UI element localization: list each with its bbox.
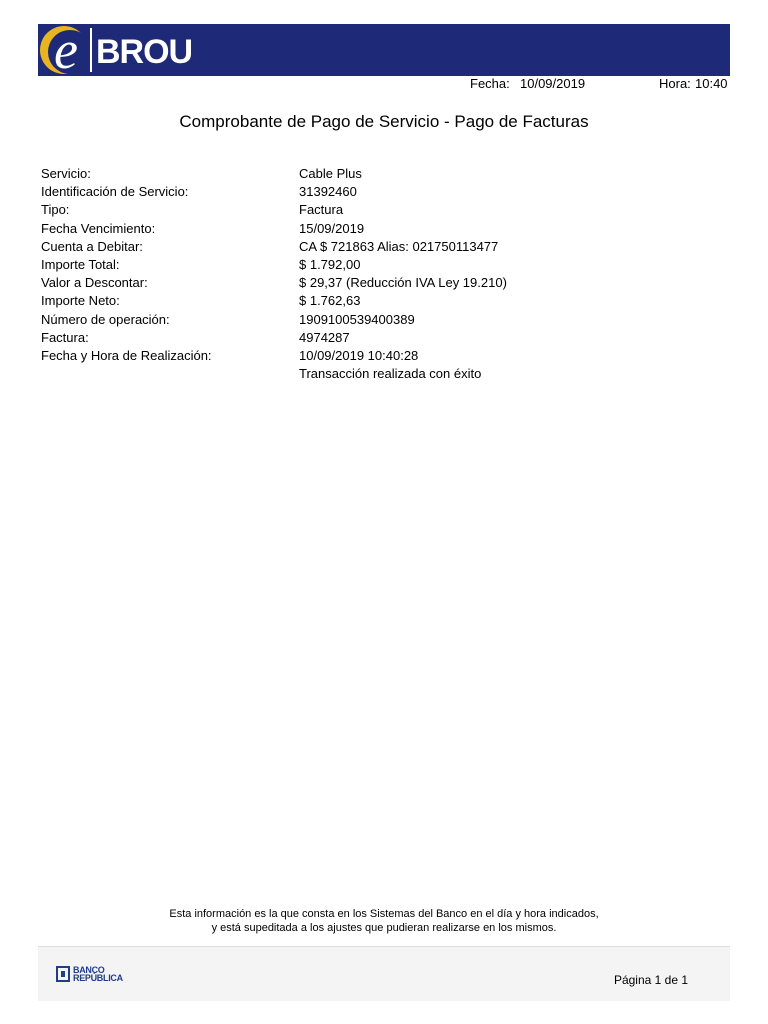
field-value: 1909100539400389 xyxy=(299,311,415,327)
field-value: Cable Plus xyxy=(299,166,362,181)
page-footer xyxy=(38,946,730,1001)
field-label: Tipo: xyxy=(41,202,70,218)
field-value: $ 29,37 (Reducción IVA Ley 19.210) xyxy=(299,275,507,291)
header-bar xyxy=(38,20,730,80)
disclaimer-line: Esta información es la que consta en los Sistemas del Banco en el día y hora indicados, xyxy=(169,908,599,920)
banco-republica-logo xyxy=(56,964,146,986)
field-label: Servicio: xyxy=(41,166,91,181)
bank-emblem-icon xyxy=(56,966,70,982)
bank-name-line2: REPÚBLICA xyxy=(73,973,123,983)
field-label: Fecha Vencimiento: xyxy=(41,220,156,236)
status-message: Transacción realizada con éxito xyxy=(299,366,482,382)
field-value: 10/09/2019 10:40:28 xyxy=(299,347,419,363)
hora-label: Hora: xyxy=(659,76,691,91)
field-label: Fecha y Hora de Realización: xyxy=(41,347,212,363)
fecha-label: Fecha: xyxy=(470,76,510,91)
disclaimer xyxy=(0,907,768,935)
bank-name-line1: BANCO xyxy=(73,965,105,975)
fecha-value: 10/09/2019 xyxy=(520,76,586,91)
logo-text: BROU xyxy=(96,33,193,71)
field-label: Cuenta a Debitar: xyxy=(41,238,143,254)
field-label: Factura: xyxy=(41,329,89,345)
disclaimer-line: y está supeditada a los ajustes que pudieran realizarse en los mismos. xyxy=(211,922,557,934)
logo-letter: e xyxy=(54,20,78,80)
field-label: Valor a Descontar: xyxy=(41,275,148,291)
field-value: 15/09/2019 xyxy=(299,220,365,236)
field-value: Factura xyxy=(299,202,344,218)
field-value: $ 1.792,00 xyxy=(299,256,361,272)
field-label: Identificación de Servicio: xyxy=(41,184,189,200)
field-value: 4974287 xyxy=(299,329,350,345)
field-label: Número de operación: xyxy=(41,311,170,327)
field-label: Importe Neto: xyxy=(41,293,120,309)
field-value: $ 1.762,63 xyxy=(299,293,361,309)
field-value: 31392460 xyxy=(299,184,357,200)
ebrou-logo-icon xyxy=(40,20,88,80)
page-title: Comprobante de Pago de Servicio - Pago de Facturas xyxy=(179,112,589,131)
field-label: Importe Total: xyxy=(41,256,120,272)
page-number: Página 1 de 1 xyxy=(613,973,688,987)
field-value: CA $ 721863 Alias: 021750113477 xyxy=(299,238,499,254)
logo-divider xyxy=(90,28,92,72)
hora-value: 10:40 xyxy=(695,76,728,91)
